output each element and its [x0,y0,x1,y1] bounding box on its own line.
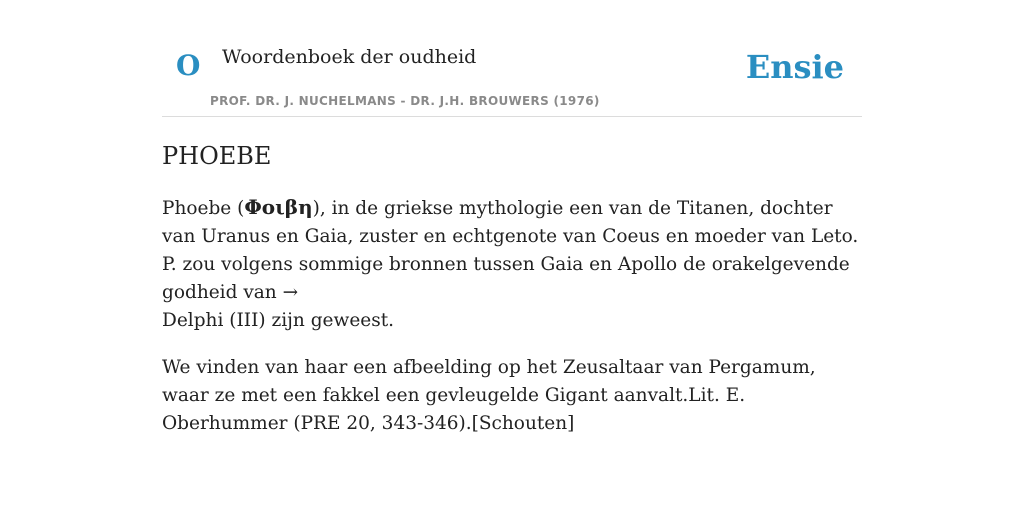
dictionary-authors: PROF. DR. J. NUCHELMANS - DR. J.H. BROUWERS (1976) [210,94,600,108]
p1-text-start: Phoebe ( [162,198,245,219]
page-container [162,0,862,438]
entry-paragraph-2: We vinden van haar een afbeelding op het Zeusaltaar van Pergamum, waar ze met een fakkel een gevleugelde Gigant aanvalt.Lit. E. Oberhummer (PRE 20, 343-346).[Schouten] [162,357,816,434]
arrow-icon: → [282,282,299,303]
p1-text-middle: ), in de griekse mythologie een van de Titanen, dochter van Uranus en Gaia, zuster en echtgenote van Coeus en moeder van Leto. P. zou volgens sommige bronnen tussen Gaia en Apollo de orakelgevende godheid van [162,198,859,303]
delphi-link[interactable]: Delphi [162,310,224,331]
entry-paragraph-1 [162,193,862,335]
ensie-logo-link[interactable]: Ensie [745,48,844,86]
greek-name: Φοιβη [244,195,313,219]
entry-title: PHOEBE [162,142,272,170]
dictionary-title[interactable]: Woordenboek der oudheid [222,46,477,68]
dictionary-header [162,0,862,117]
p1-text-end: (III) zijn geweest. [223,310,395,331]
dictionary-letter-badge[interactable]: O [176,49,201,82]
